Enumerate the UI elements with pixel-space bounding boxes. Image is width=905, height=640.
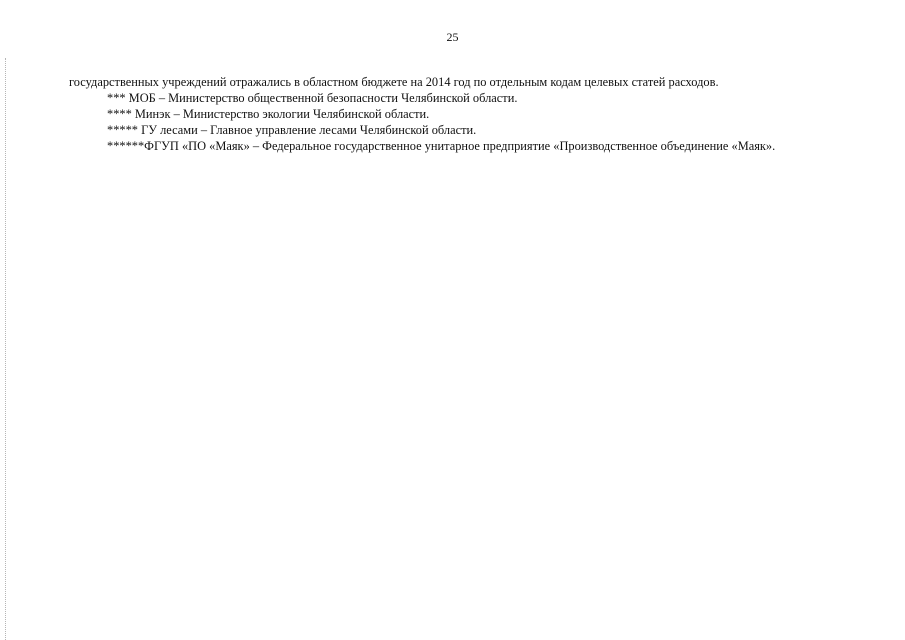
footnote-minek: **** Минэк – Министерство экологии Челябинской области. [107,107,430,121]
footnote-mob: *** МОБ – Министерство общественной безопасности Челябинской области. [107,91,518,105]
footnote-fgup-mayak: ******ФГУП «ПО «Маяк» – Федеральное государственное унитарное предприятие «Производственное объединение «Маяк». [107,139,776,153]
page-number: 25 [446,30,459,44]
footnotes-block [69,74,847,154]
footnote-gu-lesami: ***** ГУ лесами – Главное управление лесами Челябинской области. [107,123,477,137]
scan-edge-line [5,58,6,640]
continuation-paragraph: государственных учреждений отражались в областном бюджете на 2014 год по отдельным кодам целевых статей расходов. [69,75,719,89]
